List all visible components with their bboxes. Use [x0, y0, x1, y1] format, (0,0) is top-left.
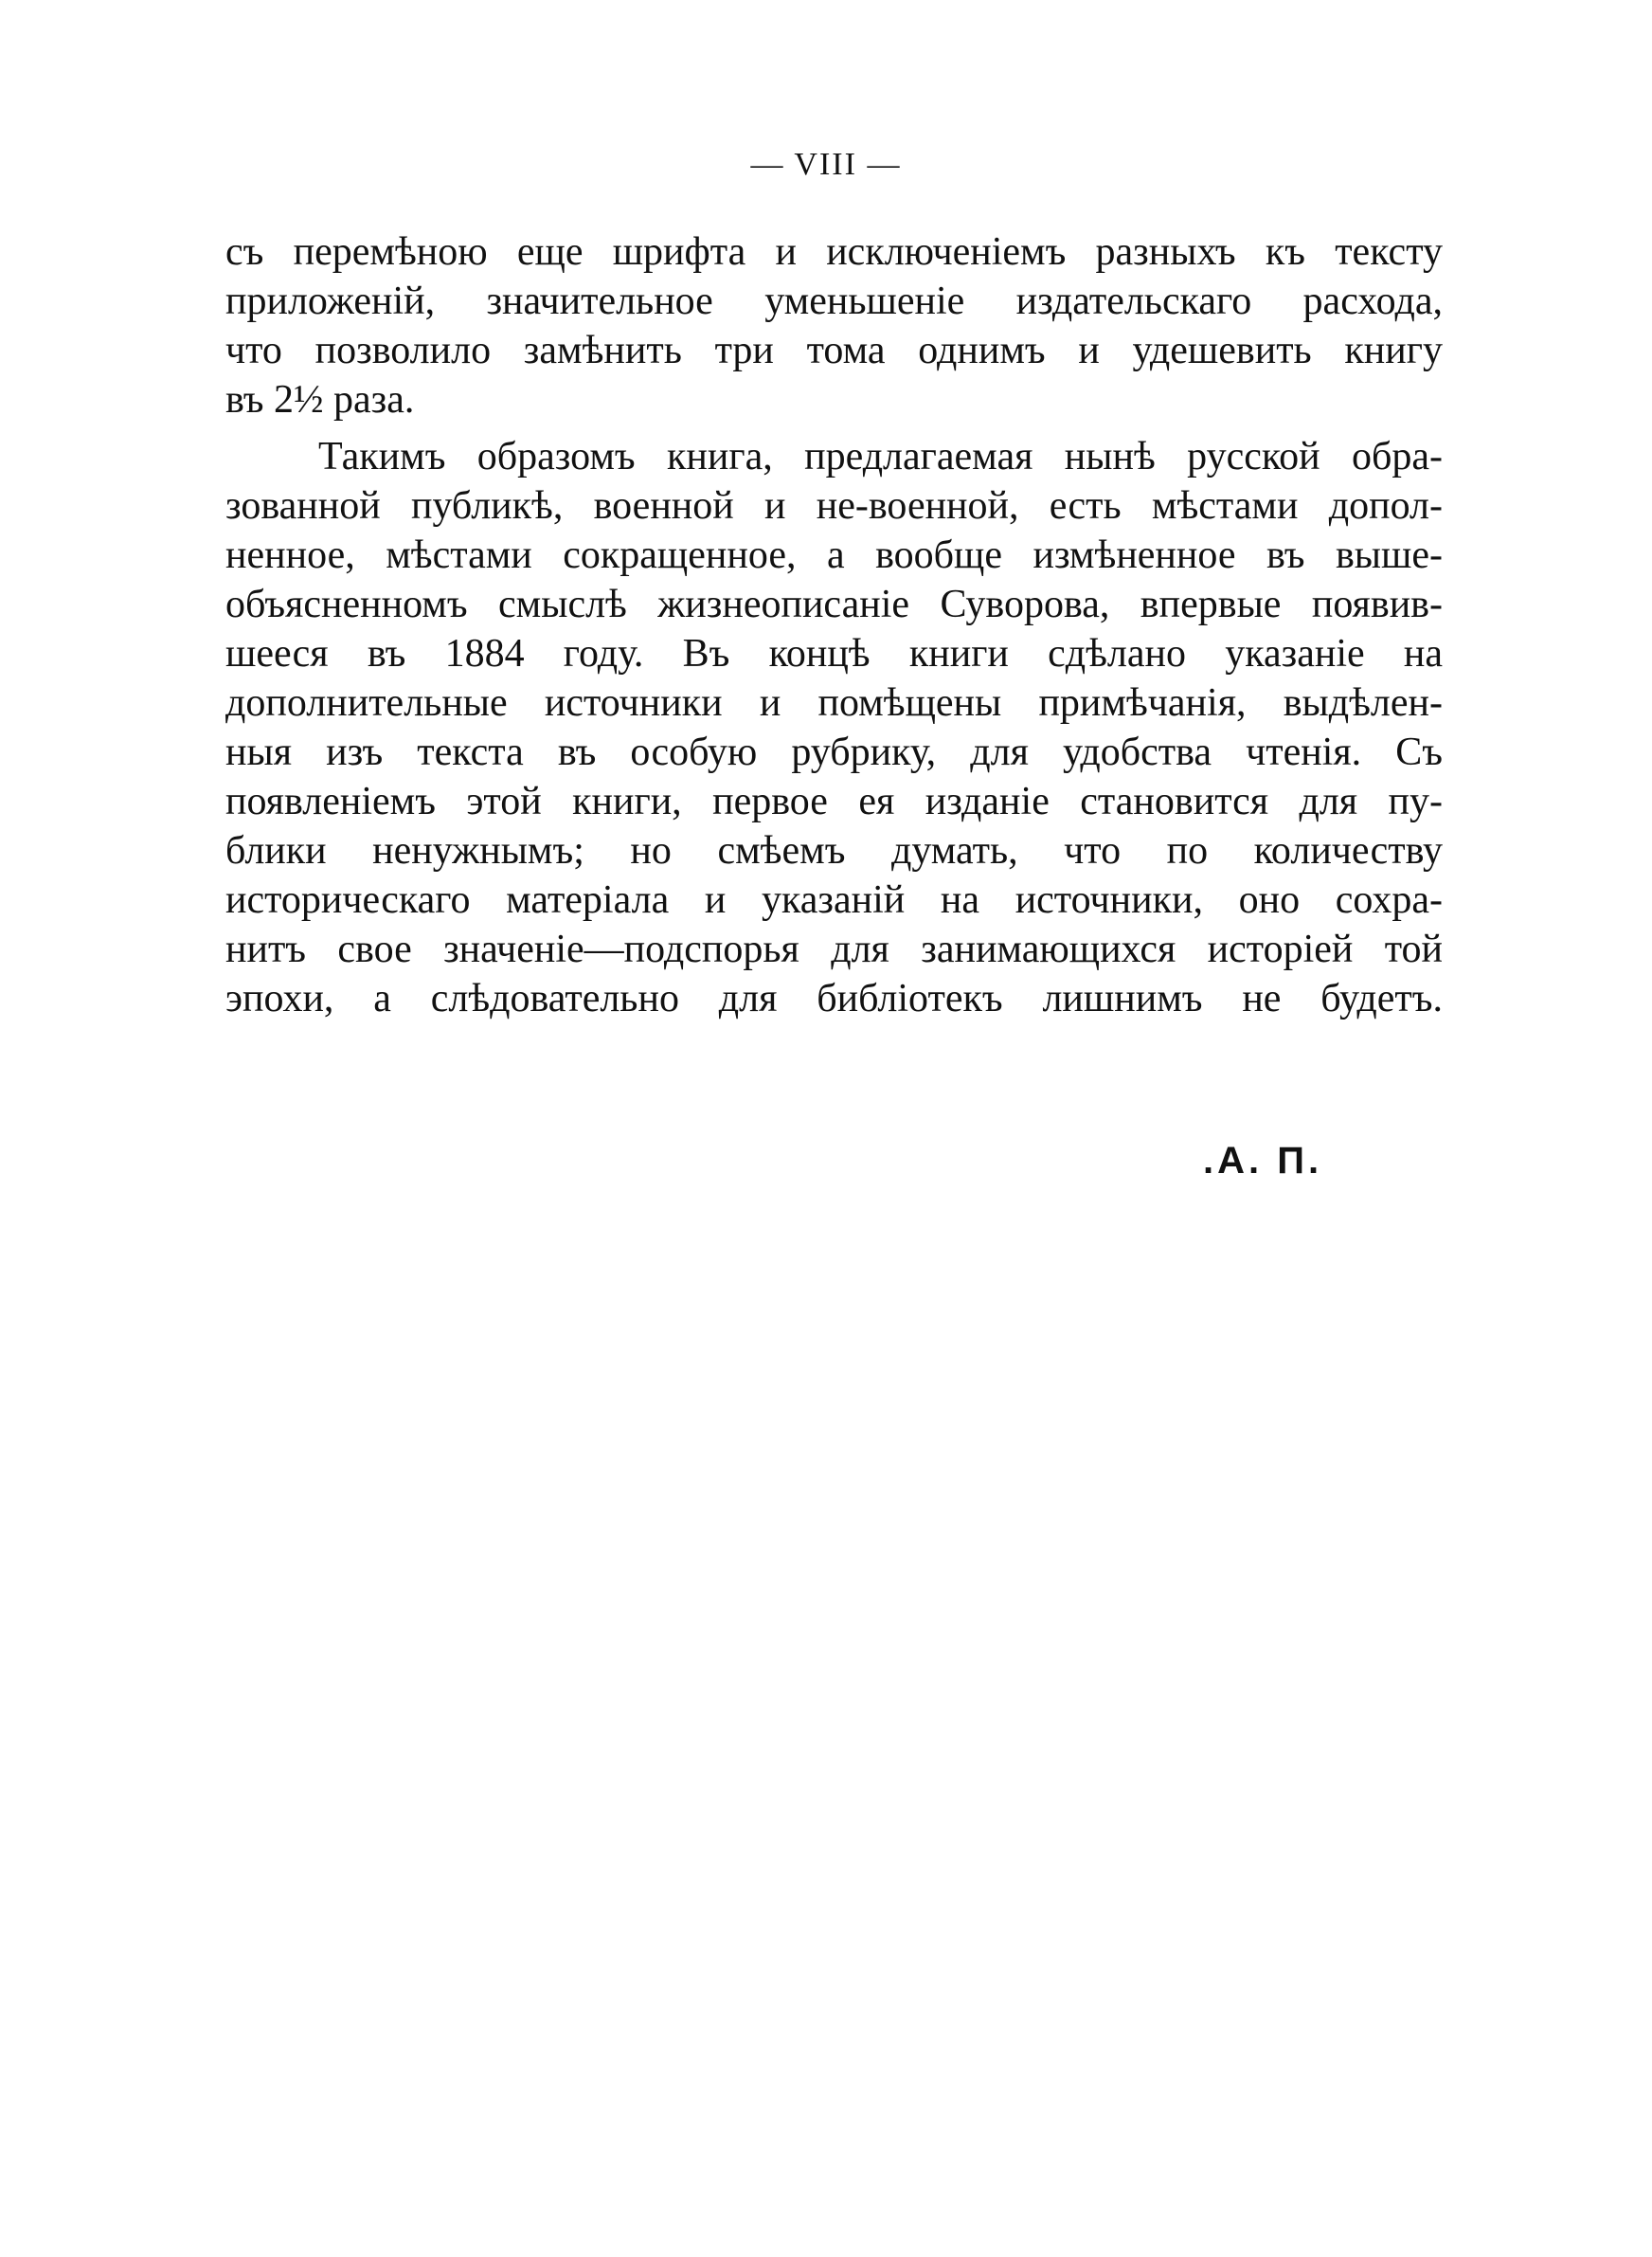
paragraph-gap	[225, 424, 1443, 432]
text-line: историческаго матеріала и указаній на источники, оно сохра-	[225, 878, 1443, 922]
body-text	[225, 227, 1443, 1023]
text-line: въ 2½ раза.	[225, 378, 415, 422]
author-signature: .А. П.	[1203, 1140, 1323, 1182]
text-line: блики ненужнымъ; но смѣемъ думать, что по количеству	[225, 829, 1443, 873]
text-line: шееся въ 1884 году. Въ концѣ книги сдѣлано указаніе на	[225, 632, 1443, 676]
text-line: появленіемъ этой книги, первое ея изданіе становится для пу-	[225, 780, 1443, 823]
text-line: приложеній, значительное уменьшеніе издательскаго расхода,	[225, 280, 1443, 323]
text-line: нитъ свое значеніе—подспорья для занимающихся исторіей той	[225, 928, 1443, 971]
text-line: объясненномъ смыслѣ жизнеописаніе Суворова, впервые появив-	[225, 583, 1443, 626]
text-line: ненное, мѣстами сокращенное, а вообще измѣненное въ выше-	[225, 533, 1443, 577]
text-line: дополнительные источники и помѣщены примѣчанія, выдѣлен-	[225, 681, 1443, 725]
text-line: что позволило замѣнить три тома однимъ и удешевить книгу	[225, 329, 1443, 372]
text-line: Такимъ образомъ книга, предлагаемая нынѣ русской обра-	[318, 435, 1443, 478]
text-line: ныя изъ текста въ особую рубрику, для удобства чтенія. Съ	[225, 731, 1443, 774]
text-line: съ перемѣною еще шрифта и исключеніемъ разныхъ къ тексту	[225, 230, 1443, 274]
text-line: зованной публикѣ, военной и не-военной, есть мѣстами допол-	[225, 484, 1443, 528]
text-line: эпохи, а слѣдовательно для библіотекъ лишнимъ не будетъ.	[225, 977, 1443, 1020]
page-number: — VIII —	[750, 147, 902, 182]
paragraph-2	[225, 432, 1443, 1023]
paragraph-1	[225, 227, 1443, 424]
